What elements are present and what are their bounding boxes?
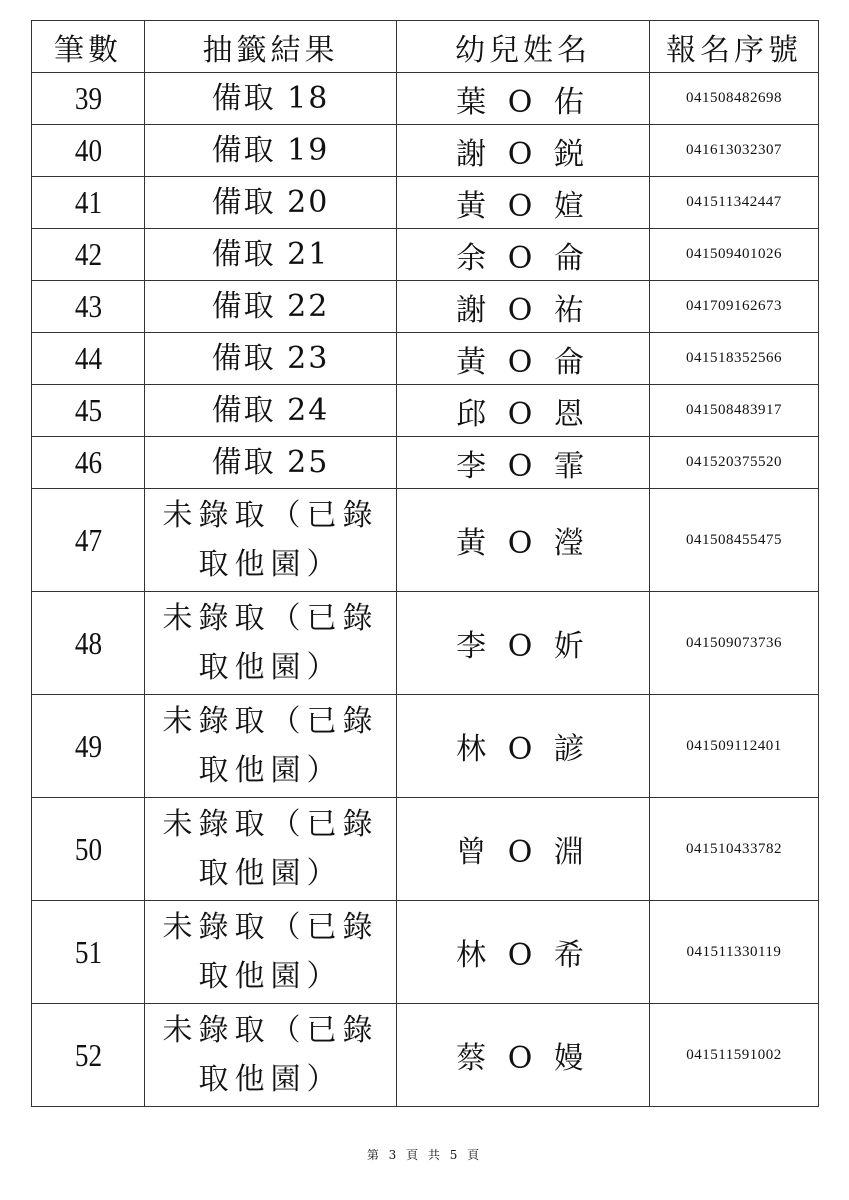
table-header-row — [32, 21, 819, 73]
row-result — [145, 798, 397, 901]
row-result: 備取 21 — [145, 229, 397, 281]
table-row — [32, 281, 819, 333]
row-serial: 041508483917 — [650, 385, 819, 437]
header-child-name: 幼兒姓名 — [397, 21, 650, 73]
table-row — [32, 695, 819, 798]
row-result-text: 未錄取（已錄取他園） — [162, 703, 379, 788]
row-child-name: 謝 O 祐 — [397, 281, 650, 333]
row-result: 備取 20 — [145, 177, 397, 229]
page-number-footer: 第 3 頁 共 5 頁 — [366, 1148, 483, 1162]
row-result: 備取 18 — [145, 73, 397, 125]
header-registration-number: 報名序號 — [650, 21, 819, 73]
table-row — [32, 437, 819, 489]
row-result — [145, 592, 397, 695]
row-serial: 041520375520 — [650, 437, 819, 489]
row-child-name: 葉 O 佑 — [397, 73, 650, 125]
row-serial: 041509073736 — [650, 592, 819, 695]
row-result — [145, 901, 397, 1004]
row-number: 48 — [40, 592, 136, 695]
row-serial: 041510433782 — [650, 798, 819, 901]
row-number: 49 — [40, 695, 136, 798]
row-result — [145, 489, 397, 592]
table-row — [32, 73, 819, 125]
table-row — [32, 489, 819, 592]
row-serial: 041518352566 — [650, 333, 819, 385]
row-number: 47 — [40, 489, 136, 592]
row-result-text: 未錄取（已錄取他園） — [162, 497, 379, 582]
row-serial: 041509401026 — [650, 229, 819, 281]
row-number: 42 — [40, 229, 136, 281]
row-child-name: 林 O 希 — [397, 901, 650, 1004]
row-number: 45 — [40, 385, 136, 437]
table-row — [32, 177, 819, 229]
row-result: 備取 23 — [145, 333, 397, 385]
header-count: 筆數 — [32, 21, 145, 73]
row-child-name: 邱 O 恩 — [397, 385, 650, 437]
lottery-results-table — [31, 20, 819, 1107]
row-child-name: 林 O 諺 — [397, 695, 650, 798]
row-number: 39 — [40, 73, 136, 125]
row-result-text: 未錄取（已錄取他園） — [162, 1012, 379, 1097]
table-row — [32, 901, 819, 1004]
table-row — [32, 125, 819, 177]
table-row — [32, 229, 819, 281]
row-child-name: 余 O 侖 — [397, 229, 650, 281]
row-serial: 041511591002 — [650, 1004, 819, 1107]
row-number: 51 — [40, 901, 136, 1004]
row-child-name: 黃 O 侖 — [397, 333, 650, 385]
row-serial: 041509112401 — [650, 695, 819, 798]
table-row — [32, 385, 819, 437]
row-child-name: 李 O 霏 — [397, 437, 650, 489]
row-result — [145, 695, 397, 798]
table-row — [32, 333, 819, 385]
table-row — [32, 592, 819, 695]
table-row — [32, 1004, 819, 1107]
row-child-name: 曾 O 淵 — [397, 798, 650, 901]
row-result: 備取 19 — [145, 125, 397, 177]
row-result: 備取 25 — [145, 437, 397, 489]
row-child-name: 黃 O 媗 — [397, 177, 650, 229]
row-number: 40 — [40, 125, 136, 177]
row-serial: 041508455475 — [650, 489, 819, 592]
row-serial: 041511342447 — [650, 177, 819, 229]
row-child-name: 李 O 妡 — [397, 592, 650, 695]
row-number: 41 — [40, 177, 136, 229]
header-lottery-result: 抽籤結果 — [145, 21, 397, 73]
row-result: 備取 24 — [145, 385, 397, 437]
row-child-name: 蔡 O 嫚 — [397, 1004, 650, 1107]
row-result — [145, 1004, 397, 1107]
table-row — [32, 798, 819, 901]
row-result: 備取 22 — [145, 281, 397, 333]
row-result-text: 未錄取（已錄取他園） — [162, 806, 379, 891]
row-child-name: 黃 O 瀅 — [397, 489, 650, 592]
row-serial: 041709162673 — [650, 281, 819, 333]
row-number: 46 — [40, 437, 136, 489]
row-number: 50 — [40, 798, 136, 901]
row-serial: 041511330119 — [650, 901, 819, 1004]
row-result-text: 未錄取（已錄取他園） — [162, 909, 379, 994]
row-serial: 041508482698 — [650, 73, 819, 125]
row-child-name: 謝 O 鋭 — [397, 125, 650, 177]
row-number: 52 — [40, 1004, 136, 1107]
row-result-text: 未錄取（已錄取他園） — [162, 600, 379, 685]
row-number: 44 — [40, 333, 136, 385]
row-serial: 041613032307 — [650, 125, 819, 177]
row-number: 43 — [40, 281, 136, 333]
